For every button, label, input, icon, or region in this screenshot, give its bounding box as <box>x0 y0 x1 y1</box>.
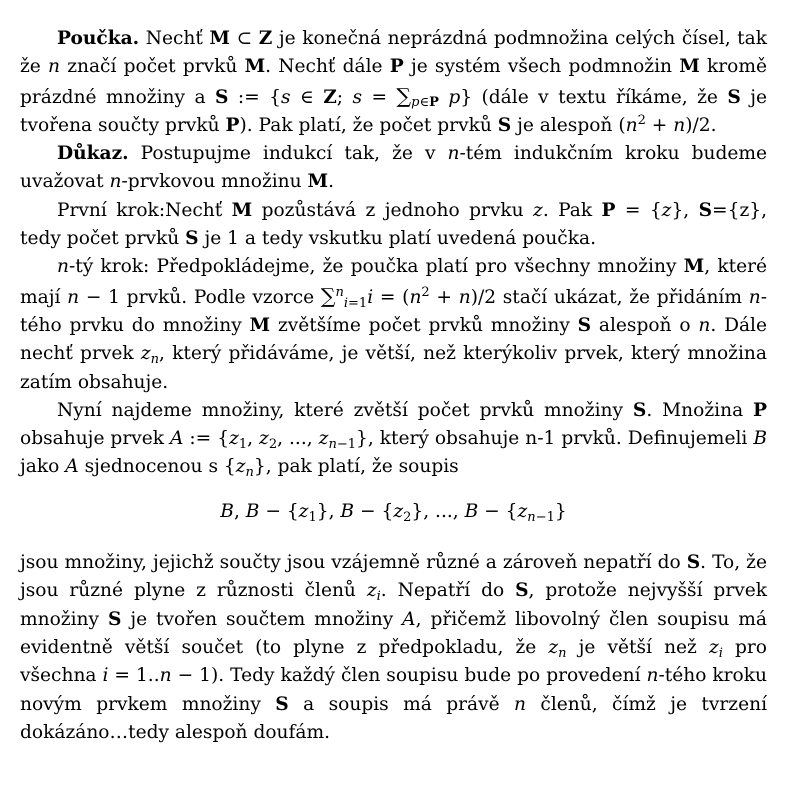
theorem-paragraph: Poučka. Nechť M ⊂ Z je konečná neprázdná podmnožina celých čísel, tak že n značí počet prvků M. Nechť dále P je systém všech podmnožin M kromě prázdné množiny a S := {s ∈ Z; $s = \sum_{p\in P}$ p} (dále v textu říkáme, že S je tvořena součty prvků P). Pak platí, že počet prvků S je alespoň $(n^2 + n)/2$. <box>20 28 768 136</box>
proof-intro-paragraph: Důkaz. Postupujme indukcí tak, že v n-tém indukčním kroku budeme uvažovat n-prvkovou množinu M. <box>20 143 767 193</box>
induction-step-paragraph: n-tý krok: Předpokládejme, že poučka platí pro všechny množiny M, které mají n − 1 prvků. Podle vzorce $\sum^n_{i=1}i = (n^2 + n)/2$ stačí ukázat, že přidáním n-tého prvku do množiny M zvětšíme počet prvků množiny S alespoň o n. Dále nechť prvek $z_n$, který přidáváme, je větší, než kterýkoliv prvek, který množina zatím obsahuje. <box>20 256 768 393</box>
base-case-paragraph: První krok:Nechť M pozůstává z jednoho prvku z. Pak P = {z}, S={z}, tedy počet prvků S je 1 a tedy vskutku platí uvedená poučka. <box>20 199 767 250</box>
display-equation: B, $B - \{z_1\}$, $B - \{z_2\}$, ..., $B - \{z_{n-1}\}$ <box>220 500 567 525</box>
construction-paragraph: Nyní najdeme množiny, které zvětší počet prvků množiny S. Množina P obsahuje prvek A := {$z_1$, $z_2$, ..., $z_{n-1}$}, který obsahuje n-1 prvků. Definujemeli B jako A sjednocenou s $\{z_n\}$, pak platí, že soupis <box>20 399 767 481</box>
conclusion-paragraph: jsou množiny, jejichž součty jsou vzájemně různé a zároveň nepatří do S. To, že jsou různé plyne z různosti členů $z_i$. Nepatří do S, protože nejvyšší prvek množiny S je tvořen součtem množiny A, přičemž libovolný člen soupisu má evidentně větší součet (to plyne z předpokladu, že $z_n$ je větší než $z_i$ pro všechna i = 1..n − 1). Tedy každý člen soupisu bude po provedení n-tého kroku novým prvkem množiny S a soupis má právě n členů, čímž je tvrzení dokázáno…tedy alespoň doufám. <box>20 552 768 743</box>
